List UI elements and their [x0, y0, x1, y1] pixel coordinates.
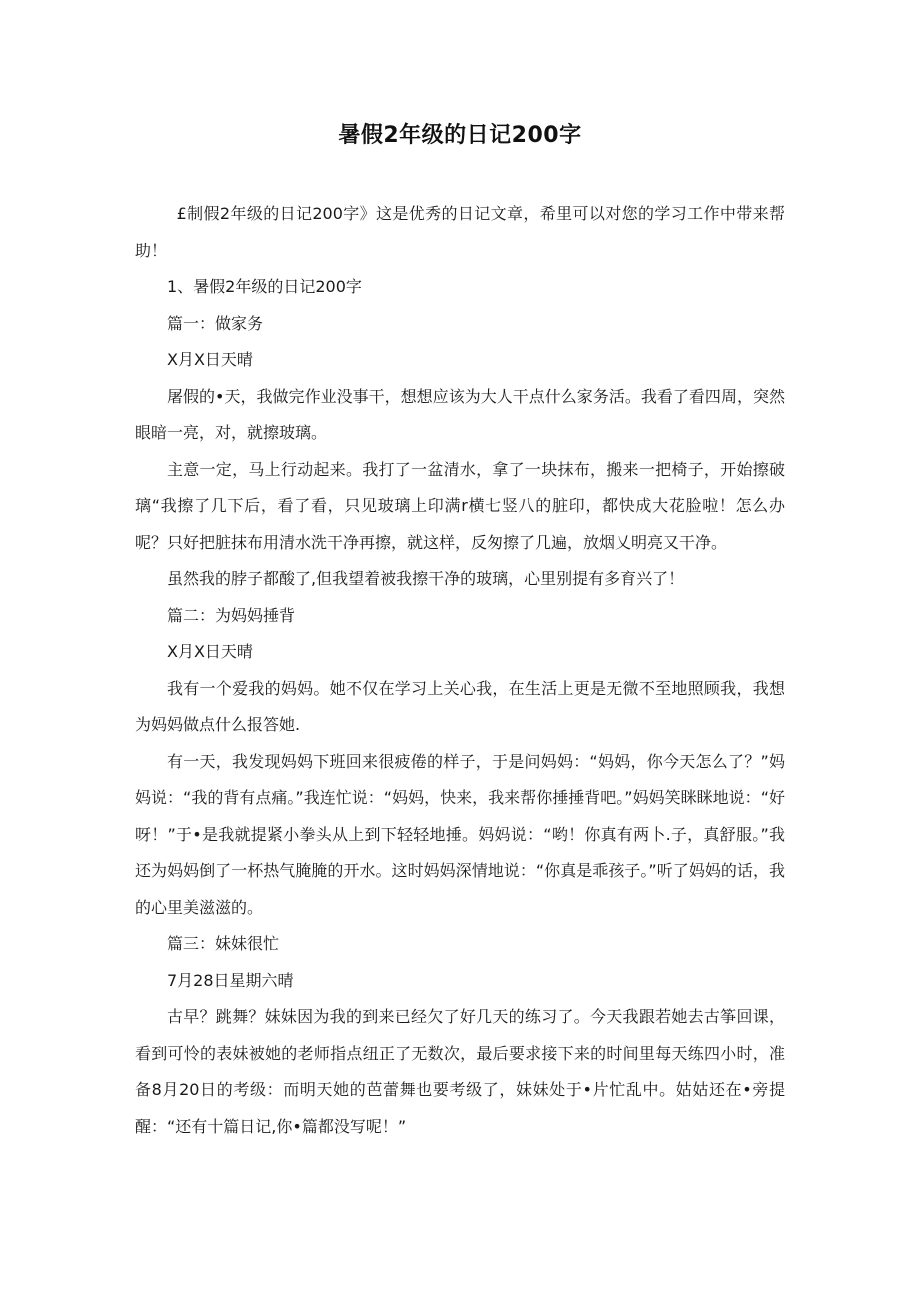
intro-paragraph: £制假2年级的日记200字》这是优秀的日记文章，希里可以对您的学习工作中带来帮助！	[135, 204, 785, 260]
part-one-paragraph: 主意一定，马上行动起来。我打了一盆清水，拿了一块抹布，搬来一把椅子，开始擦破璃“我擦了几下后，看了看，只见玻璃上印满r横七竖八的脏印，都快成大花脸啦！怎么办呢？只好把脏抹布用清水洗干净再擦，就这样，反匆擦了几遍，放烟乂明亮又干净。	[135, 459, 785, 552]
part-one-paragraph: 屠假的•天，我做完作业没事干，想想应该为大人干点什么家务活。我看了看四周，突然眼暗一亮，对，就擦玻璃。	[135, 386, 785, 442]
part-three-date: 7月28日星期六晴	[167, 970, 294, 990]
part-two-paragraph: 有一天，我发现妈妈下班回来很疲倦的样子，于是问妈妈：“妈妈，你今天怎么了？”妈妈说：“我的背有点痛。”我连忙说：“妈妈，快来，我来帮你捶捶背吧。”妈妈笑眯眯地说：“好呀！”于•是我就提紧小拳头从上到下轻轻地捶。妈妈说：“哟！你真有两卜.子，真舒服。”我还为妈妈倒了一杯热气腌腌的开水。这时妈妈深情地说：“你真是乖孩子。”听了妈妈的话，我的心里美滋滋的。	[135, 751, 785, 917]
part-two-date: X月X日天晴	[167, 642, 253, 661]
part-three-paragraph: 古早？跳舞？妹妹因为我的到来已经欠了好几天的练习了。今天我跟若她去古筝回课，看到可怜的表妹被她的老师指点纽正了无数次，最后要求接下来的时间里每天练四小时，准备8月20日的考级：而明天她的芭蕾舞也要考级了，妹妹处于•片忙乱中。姑姑还在•旁提醒：“还有十篇日记,你•篇都没写呢！”	[135, 1007, 785, 1136]
document-title: 暑假2年级的日记200字	[338, 123, 582, 148]
part-two-paragraph: 我有一个爱我的妈妈。她不仅在学习上关心我，在生活上更是无微不至地照顾我，我想为妈妈做点什么报答她.	[135, 678, 785, 734]
part-one-date: X月X日天晴	[167, 350, 253, 369]
part-three-heading: 篇三：妹妹很忙	[167, 934, 280, 953]
part-one-heading: 篇一：做家务	[167, 313, 264, 333]
section-heading: 1、暑假2年级的日记200字	[167, 277, 362, 296]
part-two-heading: 篇二：为妈妈捶背	[167, 605, 296, 625]
document-body	[135, 196, 785, 1145]
part-one-paragraph: 虽然我的脖子都酸了,但我望着被我擦干净的玻璃，心里别提有多育兴了！	[167, 569, 685, 588]
